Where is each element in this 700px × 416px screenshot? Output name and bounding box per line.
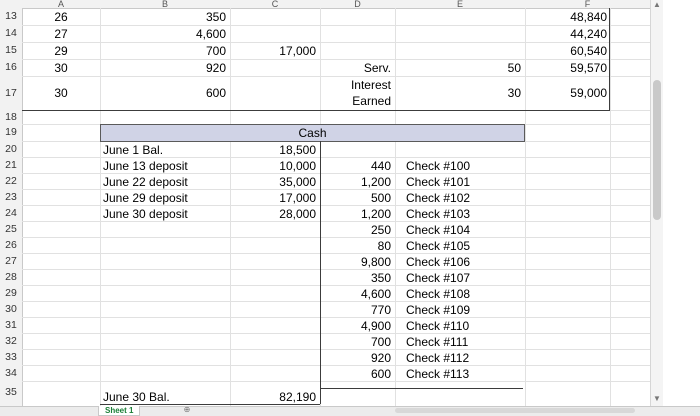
gridline (22, 285, 650, 286)
gridline (22, 381, 650, 382)
gridline (610, 8, 611, 406)
gridline (22, 42, 650, 43)
cash-credit-amount-108[interactable]: 4,600 (360, 287, 391, 301)
cash-credit-label-102[interactable]: Check #102 (406, 191, 471, 205)
sheet-tab[interactable]: Sheet 1 (98, 406, 140, 416)
cash-credit-amount-110[interactable]: 4,900 (360, 319, 391, 333)
gridline (22, 253, 650, 254)
cash-debit-label-1[interactable]: June 1 Bal. (103, 143, 164, 157)
cash-credit-amount-113[interactable]: 600 (370, 367, 391, 381)
cash-credit-amount-112[interactable]: 920 (370, 351, 391, 365)
ending-balance-label[interactable]: June 30 Bal. (103, 390, 170, 404)
cash-debit-amount-2[interactable]: 10,000 (279, 159, 316, 173)
gridline (22, 349, 650, 350)
t-account-right-rule (320, 388, 523, 389)
row-header-31[interactable]: 31 (0, 317, 23, 333)
vertical-scrollbar[interactable] (650, 0, 663, 406)
cash-title: Cash (298, 126, 327, 140)
row-header-18[interactable]: 18 (0, 110, 23, 124)
row-header-23[interactable]: 23 (0, 189, 23, 205)
cell-b16[interactable]: 920 (205, 61, 226, 75)
gridline (22, 365, 650, 366)
scroll-up-arrow-icon[interactable]: ▲ (653, 0, 661, 9)
cash-credit-amount-102[interactable]: 500 (370, 191, 391, 205)
cell-b14[interactable]: 4,600 (195, 27, 226, 41)
row-header-20[interactable]: 20 (0, 141, 23, 157)
table-bottom-border (22, 110, 610, 111)
cash-credit-amount-106[interactable]: 9,800 (360, 255, 391, 269)
cash-credit-label-112[interactable]: Check #112 (406, 351, 470, 365)
horizontal-scrollbar[interactable] (395, 408, 635, 413)
scroll-down-arrow-icon[interactable]: ▼ (653, 394, 661, 403)
row-header-13[interactable]: 13 (0, 8, 23, 25)
cash-credit-amount-101[interactable]: 1,200 (360, 175, 391, 189)
cell-b17[interactable]: 600 (205, 86, 226, 100)
row-header-16[interactable]: 16 (0, 59, 23, 76)
gridline (22, 189, 650, 190)
add-sheet-icon[interactable]: ⊕ (183, 405, 191, 414)
gridline (22, 317, 650, 318)
gridline (22, 301, 650, 302)
gridline (22, 59, 650, 60)
row-header-22[interactable]: 22 (0, 173, 23, 189)
row-header-14[interactable]: 14 (0, 25, 23, 42)
gridline (22, 333, 650, 334)
cash-account-header[interactable] (100, 124, 525, 142)
cash-debit-label-3[interactable]: June 22 deposit (103, 175, 188, 189)
cell-a16[interactable]: 30 (54, 61, 68, 75)
cell-f13[interactable]: 48,840 (570, 10, 607, 24)
row-header-27[interactable]: 27 (0, 253, 23, 269)
cell-e17[interactable]: 30 (507, 86, 521, 100)
row-header-30[interactable]: 30 (0, 301, 23, 317)
column-header-f[interactable]: F (525, 0, 650, 9)
cell-f15[interactable]: 60,540 (570, 44, 607, 58)
cell-f16[interactable]: 59,570 (570, 61, 607, 75)
cash-credit-label-108[interactable]: Check #108 (406, 287, 471, 301)
cash-debit-label-4[interactable]: June 29 deposit (103, 191, 188, 205)
cell-a17[interactable]: 30 (54, 86, 68, 100)
column-header-b[interactable]: B (100, 0, 230, 9)
cash-credit-label-106[interactable]: Check #106 (406, 255, 471, 269)
gridline (22, 221, 650, 222)
row-header-15[interactable]: 15 (0, 42, 23, 59)
cash-credit-amount-103[interactable]: 1,200 (360, 207, 391, 221)
cash-debit-amount-4[interactable]: 17,000 (279, 191, 316, 205)
cash-credit-label-105[interactable]: Check #105 (406, 239, 471, 253)
column-header-a[interactable]: A (22, 0, 100, 9)
cash-credit-label-103[interactable]: Check #103 (406, 207, 471, 221)
row-header-17[interactable]: 17 (0, 76, 23, 110)
cash-credit-label-110[interactable]: Check #110 (406, 319, 470, 333)
column-header-e[interactable]: E (395, 0, 525, 9)
cell-b13[interactable]: 350 (205, 10, 226, 24)
cell-f17[interactable]: 59,000 (570, 86, 607, 100)
row-header-25[interactable]: 25 (0, 221, 23, 237)
cash-credit-amount-111[interactable]: 700 (370, 335, 391, 349)
gridline (22, 205, 650, 206)
column-header-c[interactable]: C (230, 0, 320, 9)
gridline (22, 237, 650, 238)
row-header-28[interactable]: 28 (0, 269, 23, 285)
cash-debit-amount-3[interactable]: 35,000 (279, 175, 316, 189)
cell-c15[interactable]: 17,000 (279, 44, 316, 58)
row-header-35[interactable]: 35 (0, 381, 23, 406)
row-header-19[interactable]: 19 (0, 124, 23, 141)
ending-balance-rule (100, 404, 320, 405)
vertical-scroll-thumb[interactable] (653, 80, 661, 220)
cell-e16[interactable]: 50 (507, 61, 521, 75)
cash-credit-label-113[interactable]: Check #113 (406, 367, 470, 381)
cell-d17[interactable]: Interest Earned (350, 78, 391, 108)
row-header-33[interactable]: 33 (0, 349, 23, 365)
gridline (22, 173, 650, 174)
cash-credit-label-107[interactable]: Check #107 (406, 271, 471, 285)
cash-debit-label-2[interactable]: June 13 deposit (103, 159, 188, 173)
cash-credit-label-104[interactable]: Check #104 (406, 223, 471, 237)
cell-b15[interactable]: 700 (205, 44, 226, 58)
row-header-29[interactable]: 29 (0, 285, 23, 301)
column-header-d[interactable]: D (320, 0, 395, 9)
cash-debit-label-5[interactable]: June 30 deposit (103, 207, 188, 221)
gridline (22, 157, 650, 158)
cash-debit-amount-1[interactable]: 18,500 (279, 143, 316, 157)
gridline (22, 25, 650, 26)
cash-credit-label-101[interactable]: Check #101 (406, 175, 471, 189)
row-header-24[interactable]: 24 (0, 205, 23, 221)
cash-credit-amount-105[interactable]: 80 (377, 239, 391, 253)
cash-credit-amount-100[interactable]: 440 (370, 159, 391, 173)
gridline (22, 269, 650, 270)
ending-balance-amount[interactable]: 82,190 (279, 390, 316, 404)
cell-f14[interactable]: 44,240 (570, 27, 607, 41)
cash-credit-label-111[interactable]: Check #111 (406, 335, 469, 349)
cell-a15[interactable]: 29 (54, 44, 68, 58)
row-header-21[interactable]: 21 (0, 157, 23, 173)
cell-a14[interactable]: 27 (54, 27, 68, 41)
row-header-32[interactable]: 32 (0, 333, 23, 349)
row-header-34[interactable]: 34 (0, 365, 23, 381)
cash-credit-label-109[interactable]: Check #109 (406, 303, 471, 317)
cash-credit-amount-107[interactable]: 350 (370, 271, 391, 285)
cell-d16[interactable]: Serv. (363, 61, 391, 75)
cell-a13[interactable]: 26 (54, 10, 68, 24)
cash-credit-label-100[interactable]: Check #100 (406, 159, 471, 173)
cash-debit-amount-5[interactable]: 28,000 (279, 207, 316, 221)
cash-credit-amount-104[interactable]: 250 (370, 223, 391, 237)
cash-credit-amount-109[interactable]: 770 (370, 303, 391, 317)
table-right-border (609, 8, 610, 111)
row-header-26[interactable]: 26 (0, 237, 23, 253)
